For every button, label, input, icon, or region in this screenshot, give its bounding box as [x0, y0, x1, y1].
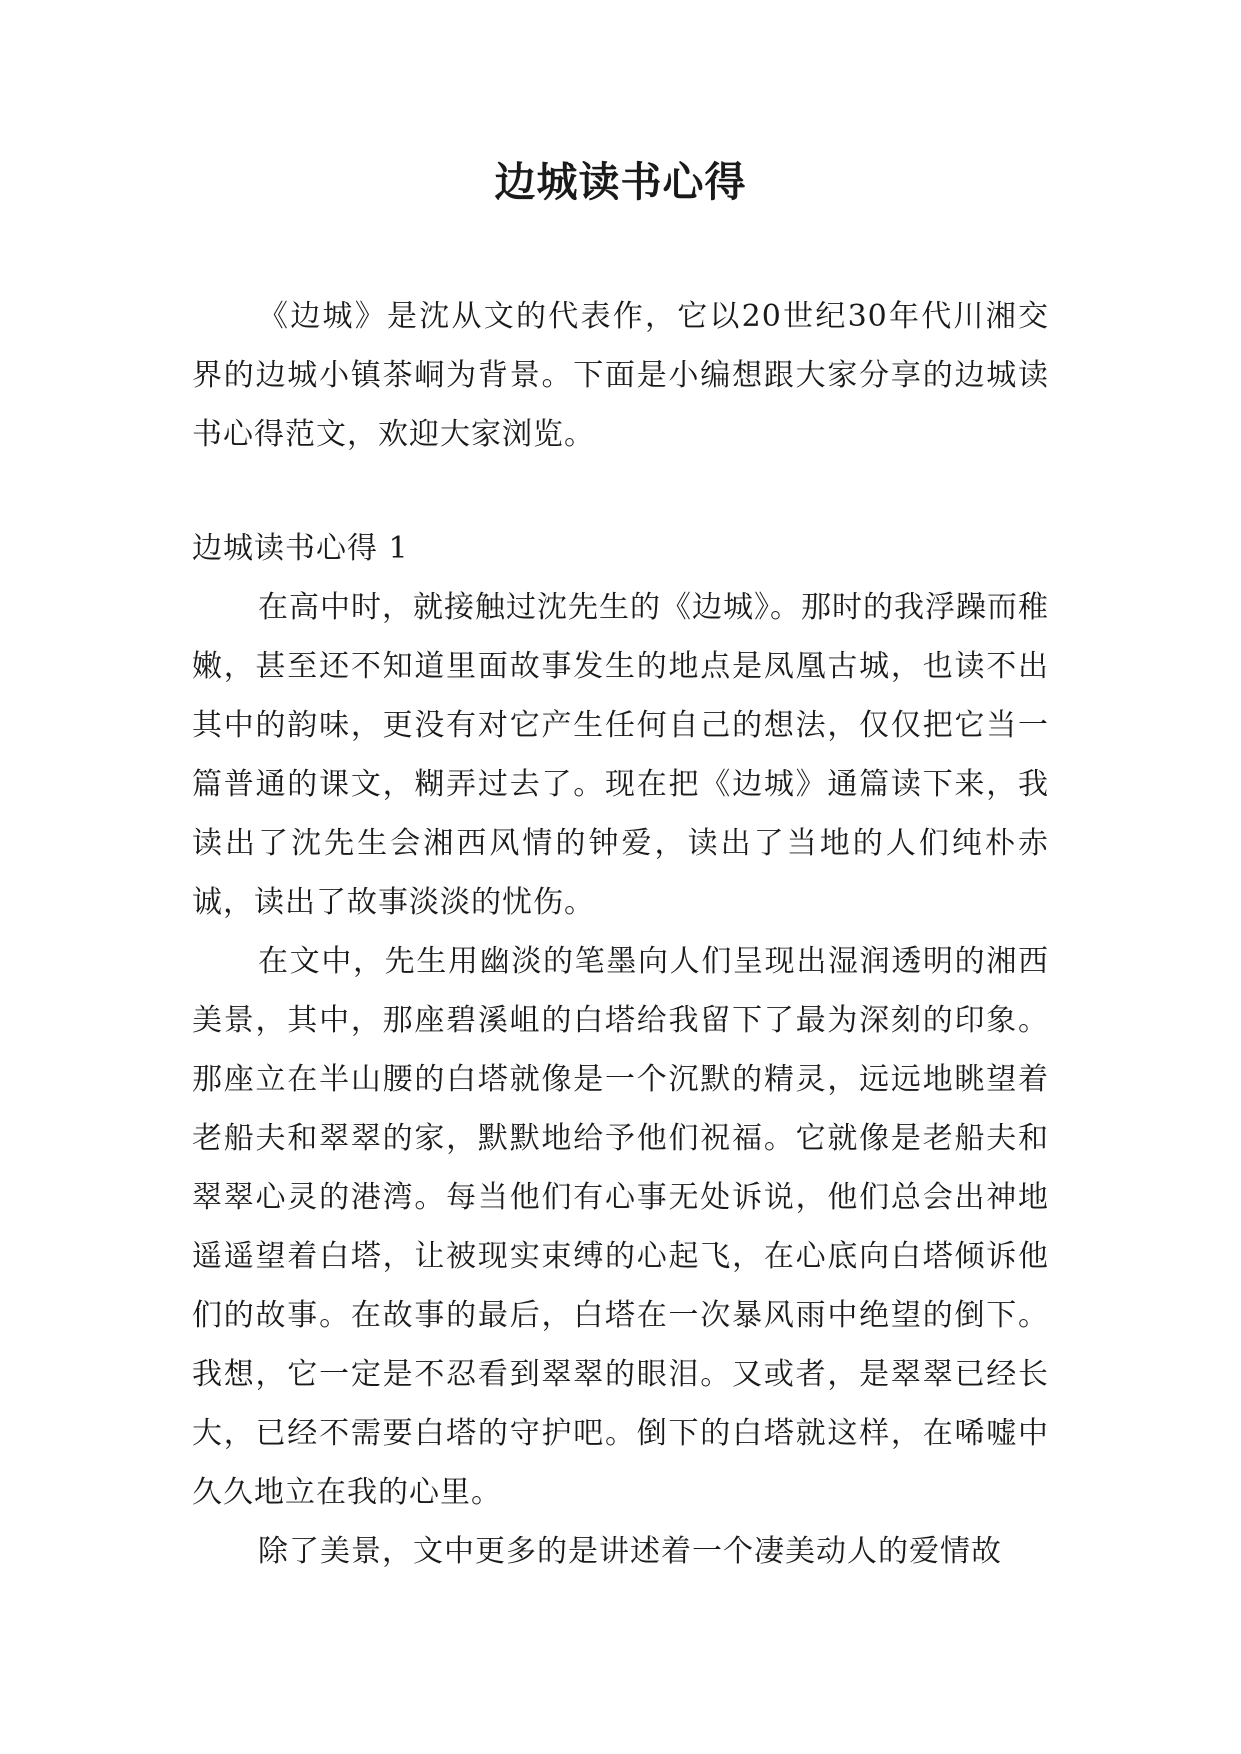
section-heading: 边城读书心得 1 — [192, 531, 409, 566]
body-paragraph-2: 在文中，先生用幽淡的笔墨向人们呈现出湿润透明的湘西美景，其中，那座碧溪岨的白塔给我留下了最为深刻的印象。那座立在半山腰的白塔就像是一个沉默的精灵，远远地眺望着老船夫和翠翠的家，默默地给予他们祝福。它就像是老船夫和翠翠心灵的港湾。每当他们有心事无处诉说，他们总会出神地遥遥望着白塔，让被现实束缚的心起飞，在心底向白塔倾诉他们的故事。在故事的最后，白塔在一次暴风雨中绝望的倒下。我想，它一定是不忍看到翠翠的眼泪。又或者，是翠翠已经长大，已经不需要白塔的守护吧。倒下的白塔就这样，在唏嘘中久久地立在我的心里。 — [192, 944, 1049, 1510]
document-body — [192, 287, 1049, 1581]
body-paragraph-1: 在高中时，就接触过沈先生的《边城》。那时的我浮躁而稚嫩，甚至还不知道里面故事发生的地点是凤凰古城，也读不出其中的韵味，更没有对它产生任何自己的想法，仅仅把它当一篇普通的课文，糊弄过去了。现在把《边城》通篇读下来，我读出了沈先生会湘西风情的钟爱，读出了当地的人们纯朴赤诚，读出了故事淡淡的忧伤。 — [192, 590, 1049, 920]
paragraph-gap — [192, 464, 1049, 519]
intro-paragraph: 《边城》是沈从文的代表作，它以20世纪30年代川湘交界的边城小镇茶峒为背景。下面是小编想跟大家分享的边城读书心得范文，欢迎大家浏览。 — [192, 299, 1049, 452]
document-title: 边城读书心得 — [494, 158, 747, 206]
body-paragraph-3: 除了美景，文中更多的是讲述着一个凄美动人的爱情故 — [258, 1534, 1002, 1569]
